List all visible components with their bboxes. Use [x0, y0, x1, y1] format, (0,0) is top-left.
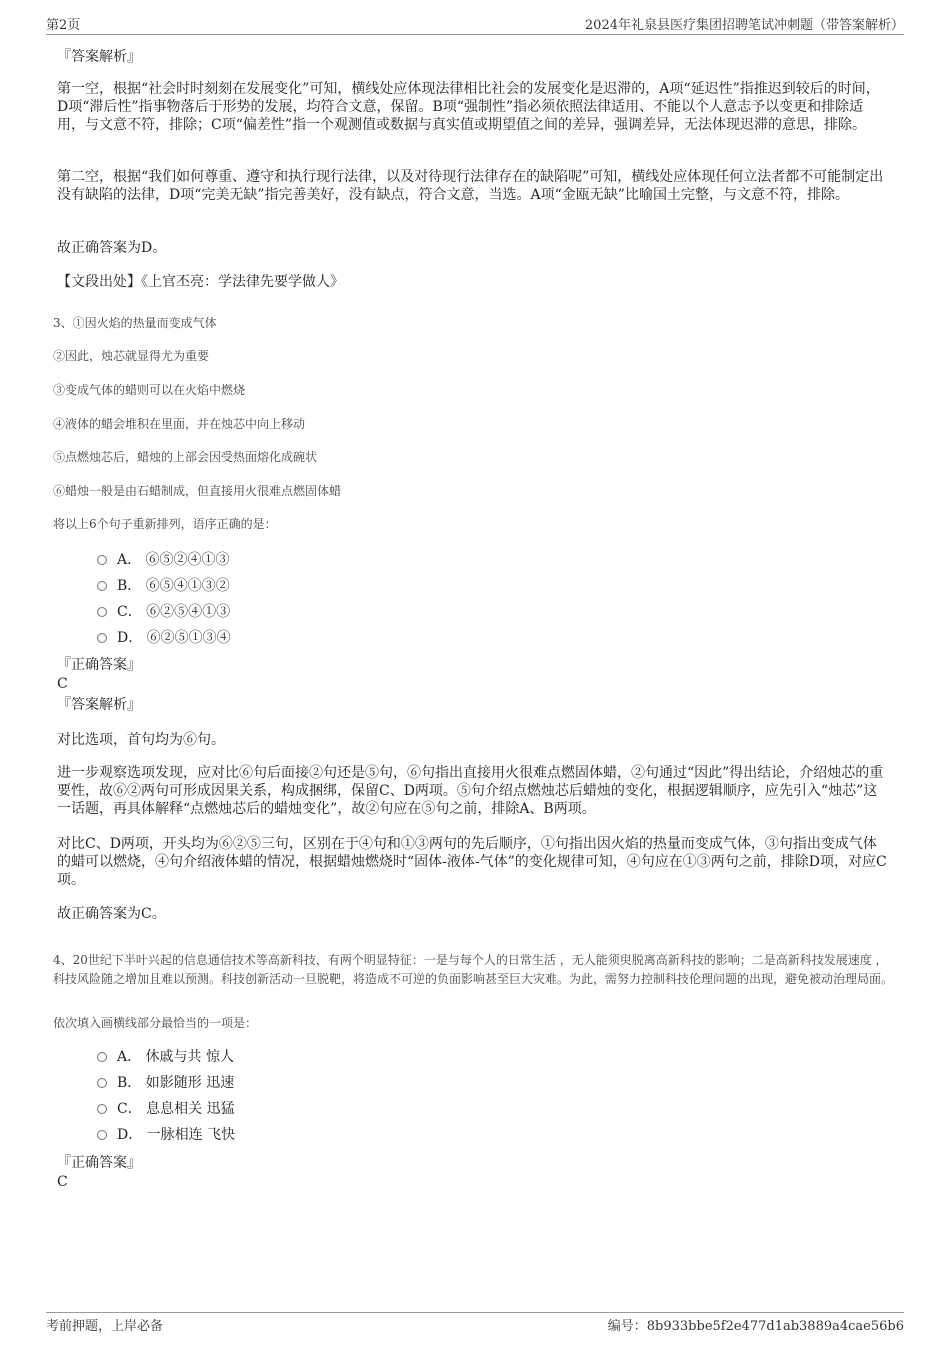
q3-analysis-2: 进一步观察选项发现，应对比⑥句后面接②句还是⑤句，⑥句指出直接用火很难点燃固体蜡，②句通过“因此”得出结论，介绍烛芯的重要性，故⑥②两句可形成因果关系，构成捆绑，保留C、D两项。⑤句介绍点燃烛芯后蜡烛的变化，根据逻辑顺序，应先引入“烛芯”这一话题，再具体解释“点燃烛芯后的蜡烛变化”，故②句应在⑤句之前，排除A、B两项。 — [57, 765, 884, 817]
q3-analysis-tag: 『答案解析』 — [57, 697, 141, 713]
radio-icon[interactable] — [97, 555, 107, 565]
document-id: 编号：8b933bbe5f2e477d1ab3889a4cae56b6 — [607, 1319, 904, 1334]
q4-answer-tag: 『正确答案』 — [57, 1155, 141, 1171]
q4-option-c[interactable]: C． 息息相关 迅猛 — [97, 1100, 235, 1118]
page-footer — [46, 1312, 904, 1334]
document-title: 2024年礼泉县医疗集团招聘笔试冲刺题（带答案解析） — [584, 18, 904, 33]
q3-conclusion: 故正确答案为C。 — [57, 906, 166, 922]
q3-prompt: 将以上6个句子重新排列，语序正确的是： — [53, 517, 277, 531]
analysis-paragraph-2: 第二空，根据“我们如何尊重、遵守和执行现行法律，以及对待现行法律存在的缺陷呢”可知，横线处应体现任何立法者都不可能制定出没有缺陷的法律，D项“完美无缺”指完善美好，没有缺点，符合文意，当选。A项“金瓯无缺”比喻国土完整，与文意不符，排除。 — [57, 169, 884, 203]
radio-icon[interactable] — [97, 607, 107, 617]
q3-option-d[interactable]: D． ⑥②⑤①③④ — [97, 629, 231, 647]
q3-sentence-2: ②因此，烛芯就显得尤为重要 — [53, 349, 210, 363]
q4-option-d[interactable]: D． 一脉相连 飞快 — [97, 1126, 235, 1144]
page-header — [46, 14, 904, 35]
q3-analysis-1: 对比选项，首句均为⑥句。 — [57, 732, 225, 748]
footer-slogan: 考前押题，上岸必备 — [46, 1319, 164, 1334]
analysis-paragraph-1: 第一空，根据“社会时时刻刻在发展变化”可知，横线处应体现法律相比社会的发展变化是迟滞的，A项“延迟性”指推迟到较后的时间，D项“滞后性”指事物落后于形势的发展，均符合文意，保留。B项“强制性”指必须依照法律适用、不能以个人意志予以变更和排除适用，与文意不符，排除；C项“偏差性”指一个观测值或数据与真实值或期望值之间的差异，强调差异，无法体现迟滞的意思，排除。 — [57, 81, 880, 133]
radio-icon[interactable] — [97, 1052, 107, 1062]
analysis-tag: 『答案解析』 — [57, 49, 141, 65]
q3-answer: C — [57, 676, 68, 692]
q3-sentence-1: 3、①因火焰的热量而变成气体 — [53, 316, 217, 330]
q4-prompt: 依次填入画横线部分最恰当的一项是： — [53, 1016, 258, 1030]
q4-option-b[interactable]: B． 如影随形 迅速 — [97, 1074, 234, 1092]
q3-answer-tag: 『正确答案』 — [57, 657, 141, 673]
q3-option-c[interactable]: C． ⑥②⑤④①③ — [97, 603, 230, 621]
q3-sentence-5: ⑤点燃烛芯后，蜡烛的上部会因受热面熔化成碗状 — [53, 450, 318, 464]
q4-answer: C — [57, 1174, 68, 1190]
q3-sentence-6: ⑥蜡烛一般是由石蜡制成，但直接用火很难点燃固体蜡 — [53, 484, 342, 498]
q3-option-b[interactable]: B． ⑥⑤④①③② — [97, 577, 230, 595]
q3-sentence-4: ④液体的蜡会堆积在里面，并在烛芯中向上移动 — [53, 417, 306, 431]
q4-option-a[interactable]: A． 休戚与共 惊人 — [97, 1048, 234, 1066]
q3-analysis-3: 对比C、D两项，开头均为⑥②⑤三句，区别在于④句和①③两句的先后顺序，①句指出因火焰的热量而变成气体，③句指出变成气体的蜡可以燃烧，④句介绍液体蜡的情况，根据蜡烛燃烧时“固体-液体-气体”的变化规律可知，④句应在①③两句之前，排除D项，对应C项。 — [57, 836, 887, 888]
q3-sentence-3: ③变成气体的蜡则可以在火焰中燃烧 — [53, 383, 246, 397]
radio-icon[interactable] — [97, 581, 107, 591]
radio-icon[interactable] — [97, 1078, 107, 1088]
q4-stem: 4、20世纪下半叶兴起的信息通信技术等高新科技，有两个明显特征：一是与每个人的日常生活 ，无人能须臾脱离高新科技的影响；二是高新科技发展速度 ，科技风险随之增加且难以预测。科技创新活动一旦脱靶，将造成不可逆的负面影响甚至巨大灾难。为此，需努力控制科技伦理问题的出现，避免被动治理局面。 — [53, 953, 894, 986]
radio-icon[interactable] — [97, 1104, 107, 1114]
source-citation: 【文段出处】《上官丕亮：学法律先要学做人》 — [57, 274, 344, 290]
analysis-conclusion: 故正确答案为D。 — [57, 240, 167, 256]
radio-icon[interactable] — [97, 1130, 107, 1140]
page-number: 第2页 — [46, 18, 81, 33]
q3-option-a[interactable]: A． ⑥⑤②④①③ — [97, 551, 230, 569]
radio-icon[interactable] — [97, 633, 107, 643]
